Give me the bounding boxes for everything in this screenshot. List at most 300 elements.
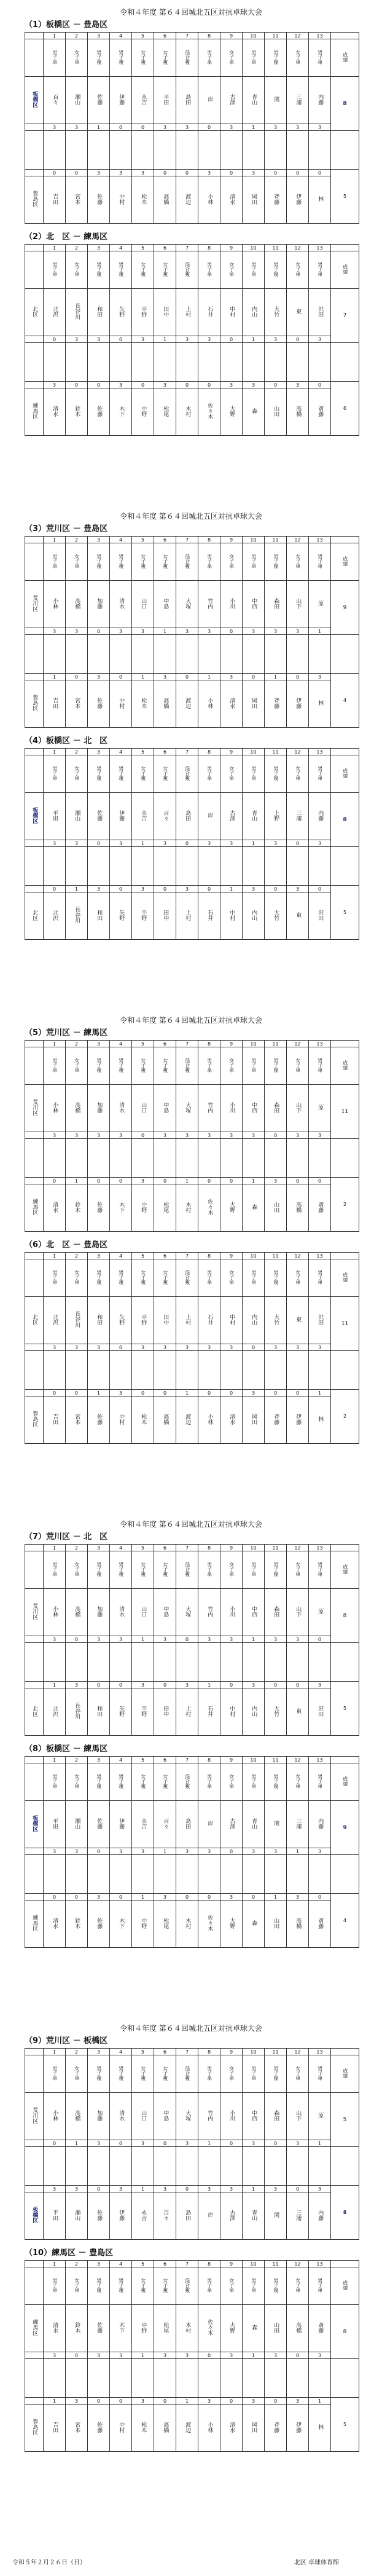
game-result: 0: [88, 840, 110, 847]
category-label: 男子単: [206, 2278, 212, 2293]
game-result: 3: [132, 886, 154, 892]
column-number: 1: [44, 537, 66, 543]
player-name-text: 伊藤: [295, 697, 302, 709]
player-name: [265, 77, 287, 124]
category-label: 男子複: [96, 262, 102, 277]
category-cell: [154, 1047, 176, 1085]
player-name-text: 関: [273, 2212, 279, 2218]
bottom-results-row: [25, 1894, 359, 1900]
game-result: 3: [287, 124, 309, 131]
game-result: 0: [265, 2140, 287, 2147]
bottom-results-row: [25, 382, 359, 388]
blank-cell: [25, 2359, 44, 2398]
category-label: 女子複: [162, 554, 168, 569]
player-name-text: 森田: [273, 597, 279, 609]
player-name: [309, 2305, 331, 2352]
category-label: 女子単: [74, 2278, 80, 2293]
set-detail-cell: [220, 2147, 243, 2186]
game-result: 0: [198, 124, 220, 131]
player-name-text: 大野: [228, 405, 235, 417]
column-number: 13: [309, 537, 331, 543]
game-result: 0: [154, 2398, 176, 2405]
game-result: 3: [265, 1178, 287, 1184]
game-result: 3: [88, 2352, 110, 2359]
game-result: 0: [309, 1636, 331, 1643]
player-name-text: 中野: [140, 1917, 147, 1929]
player-name: [88, 892, 110, 940]
player-name-text: 佐藤: [96, 1201, 103, 1213]
player-name-text: 百々: [162, 2209, 169, 2221]
game-result: 0: [287, 1390, 309, 1396]
column-number: 1: [44, 2261, 66, 2267]
player-name: [88, 1396, 110, 1444]
player-name-text: 上村: [184, 305, 191, 317]
category-cell: [110, 1551, 132, 1589]
player-name: [198, 2192, 220, 2240]
game-result: 3: [265, 1636, 287, 1643]
game-result: 3: [309, 840, 331, 847]
player-name: [110, 892, 132, 940]
game-result: 3: [110, 628, 132, 635]
category-label: 男子単: [206, 554, 212, 569]
category-cell: [110, 1763, 132, 1801]
category-label: 男子単: [206, 1774, 212, 1789]
set-detail-cell: [132, 2359, 154, 2398]
category-cell: [309, 755, 331, 793]
top-team-names-row: [25, 793, 359, 840]
column-number: 5: [132, 1041, 154, 1047]
game-result: 3: [309, 336, 331, 343]
player-name: [309, 581, 331, 628]
bottom-team-label: 豊島区: [31, 191, 38, 207]
category-cell: [265, 1259, 287, 1297]
player-name: [154, 77, 176, 124]
game-result: 3: [132, 170, 154, 176]
player-name-text: 斉藤: [273, 697, 279, 709]
column-number: 13: [309, 2049, 331, 2055]
set-detail-cell: [154, 1855, 176, 1894]
player-name-text: 鈴木: [74, 1201, 80, 1213]
set-detail-cell: [154, 2359, 176, 2398]
column-number: 12: [287, 1545, 309, 1551]
category-cell: [265, 2055, 287, 2093]
player-name-text: 吉田: [52, 697, 58, 709]
player-name-text: 内藤: [317, 93, 324, 105]
top-team-total: 8: [331, 793, 359, 847]
blank-cell: [331, 1253, 359, 1259]
player-name-text: 上村: [184, 909, 191, 921]
set-detail-cell: [154, 131, 176, 170]
category-label: 男子単: [317, 2066, 323, 2081]
category-label: 女子単: [295, 554, 301, 569]
player-name: [132, 1589, 154, 1636]
score-label-cell: [331, 755, 359, 793]
player-name: [220, 2405, 243, 2452]
player-name-text: 林: [317, 2424, 324, 2430]
top-team-name: [25, 1801, 44, 1848]
game-result: 3: [66, 628, 88, 635]
category-label: 男子複: [118, 2278, 124, 2293]
column-number: 2: [66, 245, 88, 251]
game-result: 3: [66, 336, 88, 343]
blank-cell: [331, 847, 359, 886]
column-number: 7: [176, 1757, 198, 1763]
player-name-text: 沢田: [317, 305, 324, 317]
set-detail-cell: [44, 1351, 66, 1390]
game-result: 3: [88, 1636, 110, 1643]
game-result: 1: [154, 1848, 176, 1855]
column-number: 5: [132, 2049, 154, 2055]
top-team-name: [25, 289, 44, 336]
category-row: [25, 39, 359, 77]
bottom-team-label: 練馬区: [31, 403, 38, 419]
blank-cell: [25, 1132, 44, 1139]
bottom-results-row: [25, 2398, 359, 2405]
set-detail-cell: [154, 343, 176, 382]
game-result: 3: [198, 1848, 220, 1855]
set-detail-cell: [243, 1351, 265, 1390]
blank-cell: [25, 343, 44, 382]
player-name-text: 平田: [162, 93, 169, 105]
player-name-text: 古澤: [228, 809, 235, 821]
column-number: 10: [243, 2261, 265, 2267]
player-name: [309, 892, 331, 940]
column-number-row: [25, 245, 359, 251]
category-cell: [243, 1047, 265, 1085]
top-team-label: 練馬区: [31, 2319, 38, 2336]
column-number: 11: [265, 245, 287, 251]
player-name-text: 佐藤: [96, 1413, 103, 1425]
game-result: 0: [287, 840, 309, 847]
score-label: 成績: [342, 2068, 348, 2078]
player-name-text: 松本: [140, 193, 147, 205]
player-name-text: 中村: [228, 1705, 235, 1717]
player-name: [66, 1900, 88, 1948]
game-result: 3: [243, 1390, 265, 1396]
game-result: 3: [220, 1344, 243, 1351]
game-result: 0: [176, 840, 198, 847]
player-name: [88, 1688, 110, 1736]
game-result: 3: [198, 1132, 220, 1139]
column-number: 4: [110, 537, 132, 543]
player-name: [176, 1589, 198, 1636]
set-detail-cell: [287, 2359, 309, 2398]
set-detail-cell: [309, 1643, 331, 1682]
player-name: [44, 1085, 66, 1132]
bottom-results-row: [25, 170, 359, 176]
player-name-text: 大竹: [273, 909, 279, 921]
game-result: 0: [198, 886, 220, 892]
game-result: 3: [88, 2140, 110, 2147]
match-heading: （1）板橋区 － 豊島区: [25, 20, 108, 30]
top-results-row: [25, 1344, 359, 1351]
player-name-text: 清水: [118, 597, 125, 609]
player-name: [265, 1297, 287, 1344]
player-name: [66, 1589, 88, 1636]
set-detail-cell: [176, 1855, 198, 1894]
category-cell: [154, 543, 176, 581]
category-cell: [110, 2055, 132, 2093]
game-result: 3: [66, 1682, 88, 1688]
player-name-text: 佐藤: [96, 2322, 103, 2333]
game-result: 3: [110, 1132, 132, 1139]
game-result: 1: [88, 1390, 110, 1396]
set-detail-cell: [66, 131, 88, 170]
player-name-text: 渡辺: [184, 193, 191, 205]
player-name-text: 小川: [228, 1605, 235, 1617]
column-number: 8: [198, 749, 220, 755]
set-detail-cell: [66, 1139, 88, 1178]
player-name: [88, 2305, 110, 2352]
player-name-text: 沢田: [317, 1314, 324, 1325]
player-name-text: 石井: [206, 1705, 213, 1717]
player-name: [110, 1589, 132, 1636]
game-result: 0: [176, 170, 198, 176]
category-label: 男子単: [206, 766, 212, 781]
category-label: 女子複: [140, 1270, 146, 1285]
player-name: [110, 1900, 132, 1948]
top-results-row: [25, 840, 359, 847]
player-name-text: 岸: [206, 813, 213, 818]
player-name-text: 百々: [162, 1818, 169, 1829]
blank-cell: [25, 251, 44, 289]
game-result: 3: [220, 840, 243, 847]
set-detail-cell: [265, 2359, 287, 2398]
set-detail-cell: [176, 1139, 198, 1178]
player-name: [243, 388, 265, 436]
blank-cell: [25, 2352, 44, 2359]
player-name: [132, 1085, 154, 1132]
player-name: [154, 2305, 176, 2352]
player-name: [176, 680, 198, 728]
player-name-text: 島田: [184, 93, 191, 105]
category-label: 女子単: [228, 2278, 235, 2293]
player-name-text: 高橋: [162, 2421, 169, 2433]
game-result: 1: [243, 2186, 265, 2192]
player-name-text: 小林: [206, 697, 213, 709]
category-cell: [198, 1763, 220, 1801]
category-cell: [44, 2055, 66, 2093]
player-name-text: 田中: [162, 1705, 169, 1717]
player-name-text: 宮本: [74, 1413, 80, 1425]
player-name-text: 三浦: [295, 93, 302, 105]
top-team-names-row: [25, 1297, 359, 1344]
game-result: 1: [132, 2352, 154, 2359]
player-name: [154, 2093, 176, 2140]
player-name-text: 平野: [140, 909, 147, 921]
set-detail-cell: [220, 343, 243, 382]
player-name: [132, 1184, 154, 1232]
score-table: [25, 536, 359, 728]
player-name-text: 斉藤: [273, 1413, 279, 1425]
player-name: [198, 176, 220, 224]
column-number: 3: [88, 1253, 110, 1259]
player-name-text: 清水: [228, 2421, 235, 2433]
game-result: 3: [66, 2186, 88, 2192]
game-result: 0: [287, 336, 309, 343]
game-result: 3: [176, 2352, 198, 2359]
category-cell: [110, 1047, 132, 1085]
category-cell: [132, 2267, 154, 2305]
set-detail-cell: [66, 847, 88, 886]
set-detail-row: [25, 1139, 359, 1178]
player-name: [243, 2305, 265, 2352]
blank-cell: [331, 1351, 359, 1390]
game-result: 3: [176, 886, 198, 892]
player-name: [154, 892, 176, 940]
bottom-team-total: 5: [331, 886, 359, 940]
player-name: [309, 2192, 331, 2240]
category-label: 男子単: [251, 2066, 257, 2081]
category-cell: [243, 2267, 265, 2305]
player-name: [287, 680, 309, 728]
game-result: 3: [132, 1178, 154, 1184]
game-result: 0: [265, 382, 287, 388]
category-label: 男子複: [273, 1774, 279, 1789]
player-name-text: 木下: [118, 1917, 125, 1929]
column-number: 1: [44, 1545, 66, 1551]
game-result: 0: [176, 674, 198, 680]
column-number: 12: [287, 2261, 309, 2267]
blank-cell: [25, 2049, 44, 2055]
category-cell: [176, 2055, 198, 2093]
set-detail-cell: [66, 1855, 88, 1894]
player-name: [66, 1688, 88, 1736]
round-block-6: [0, 1239, 382, 1444]
player-name-text: 高橋: [74, 2109, 80, 2121]
score-label-cell: [331, 1047, 359, 1085]
top-team-name: [25, 77, 44, 124]
player-name: [287, 793, 309, 840]
game-result: 3: [154, 674, 176, 680]
set-detail-cell: [198, 847, 220, 886]
player-name: [132, 680, 154, 728]
top-results-row: [25, 2352, 359, 2359]
column-number: 9: [220, 749, 243, 755]
score-label: 成績: [342, 52, 348, 62]
player-name-text: 上村: [184, 1705, 191, 1717]
bottom-team-names-row: [25, 892, 359, 940]
player-name-text: 大塚: [184, 1605, 191, 1617]
player-name-text: 小林: [206, 193, 213, 205]
category-cell: [66, 1763, 88, 1801]
column-number: 11: [265, 2261, 287, 2267]
player-name: [265, 388, 287, 436]
player-name: [44, 680, 66, 728]
set-detail-cell: [265, 1351, 287, 1390]
game-result: 0: [176, 1636, 198, 1643]
player-name: [176, 1801, 198, 1848]
player-name-text: 上村: [184, 1314, 191, 1325]
category-cell: [176, 1047, 198, 1085]
column-number: 13: [309, 1757, 331, 1763]
player-name: [132, 793, 154, 840]
player-name-text: 高橋: [74, 1605, 80, 1617]
player-name: [176, 388, 198, 436]
player-name-text: 平田: [52, 809, 58, 821]
game-result: 3: [110, 170, 132, 176]
game-result: 3: [44, 124, 66, 131]
category-label: 男子複: [96, 2066, 102, 2081]
category-label: 男子単: [317, 554, 323, 569]
blank-cell: [25, 1139, 44, 1178]
player-name: [220, 2192, 243, 2240]
set-detail-cell: [243, 1139, 265, 1178]
set-detail-cell: [265, 2147, 287, 2186]
column-number: 8: [198, 1253, 220, 1259]
blank-cell: [331, 33, 359, 39]
player-name: [243, 581, 265, 628]
game-result: 3: [243, 170, 265, 176]
player-name-text: 石井: [206, 1314, 213, 1325]
player-name: [110, 1688, 132, 1736]
player-name: [176, 581, 198, 628]
player-name: [287, 2093, 309, 2140]
player-name-text: 森: [251, 408, 257, 414]
player-name: [44, 581, 66, 628]
player-name: [198, 1589, 220, 1636]
game-result: 3: [287, 1636, 309, 1643]
column-number: 3: [88, 537, 110, 543]
column-number: 8: [198, 537, 220, 543]
blank-cell: [25, 543, 44, 581]
game-result: 3: [132, 1344, 154, 1351]
bottom-team-names-row: [25, 1688, 359, 1736]
category-label: 男子複: [273, 50, 279, 65]
game-result: 0: [309, 1178, 331, 1184]
game-result: 3: [88, 170, 110, 176]
game-result: 1: [309, 628, 331, 635]
category-label: 男子単: [206, 2066, 212, 2081]
player-name-text: 木村: [184, 405, 191, 417]
column-number: 6: [154, 537, 176, 543]
player-name: [88, 2192, 110, 2240]
category-cell: [66, 543, 88, 581]
player-name-text: 大竹: [273, 1314, 279, 1325]
game-result: 0: [220, 1682, 243, 1688]
blank-cell: [25, 840, 44, 847]
game-result: 1: [132, 1636, 154, 1643]
set-detail-cell: [309, 1139, 331, 1178]
player-name-text: 木村: [184, 1201, 191, 1213]
game-result: 3: [198, 336, 220, 343]
category-label: 男子複: [96, 50, 102, 65]
game-result: 3: [243, 2140, 265, 2147]
column-number-row: [25, 2049, 359, 2055]
game-result: 3: [243, 1132, 265, 1139]
score-label: 成績: [342, 1564, 348, 1574]
bottom-team-names-row: [25, 680, 359, 728]
set-detail-cell: [110, 1351, 132, 1390]
player-name-text: 岡田: [251, 1413, 257, 1425]
player-name: [287, 1900, 309, 1948]
set-detail-cell: [154, 1139, 176, 1178]
game-result: 0: [44, 170, 66, 176]
category-cell: [287, 1259, 309, 1297]
player-name-text: 斎藤: [317, 1917, 324, 1929]
player-name: [220, 388, 243, 436]
player-name-text: 中西: [251, 1605, 257, 1617]
player-name-text: 松尾: [162, 1917, 169, 1929]
blank-cell: [25, 537, 44, 543]
game-result: 3: [220, 1636, 243, 1643]
bottom-team-name: [25, 892, 44, 940]
score-label-cell: [331, 39, 359, 77]
column-number: 7: [176, 245, 198, 251]
player-name: [154, 1297, 176, 1344]
game-result: 3: [198, 628, 220, 635]
category-cell: [44, 251, 66, 289]
